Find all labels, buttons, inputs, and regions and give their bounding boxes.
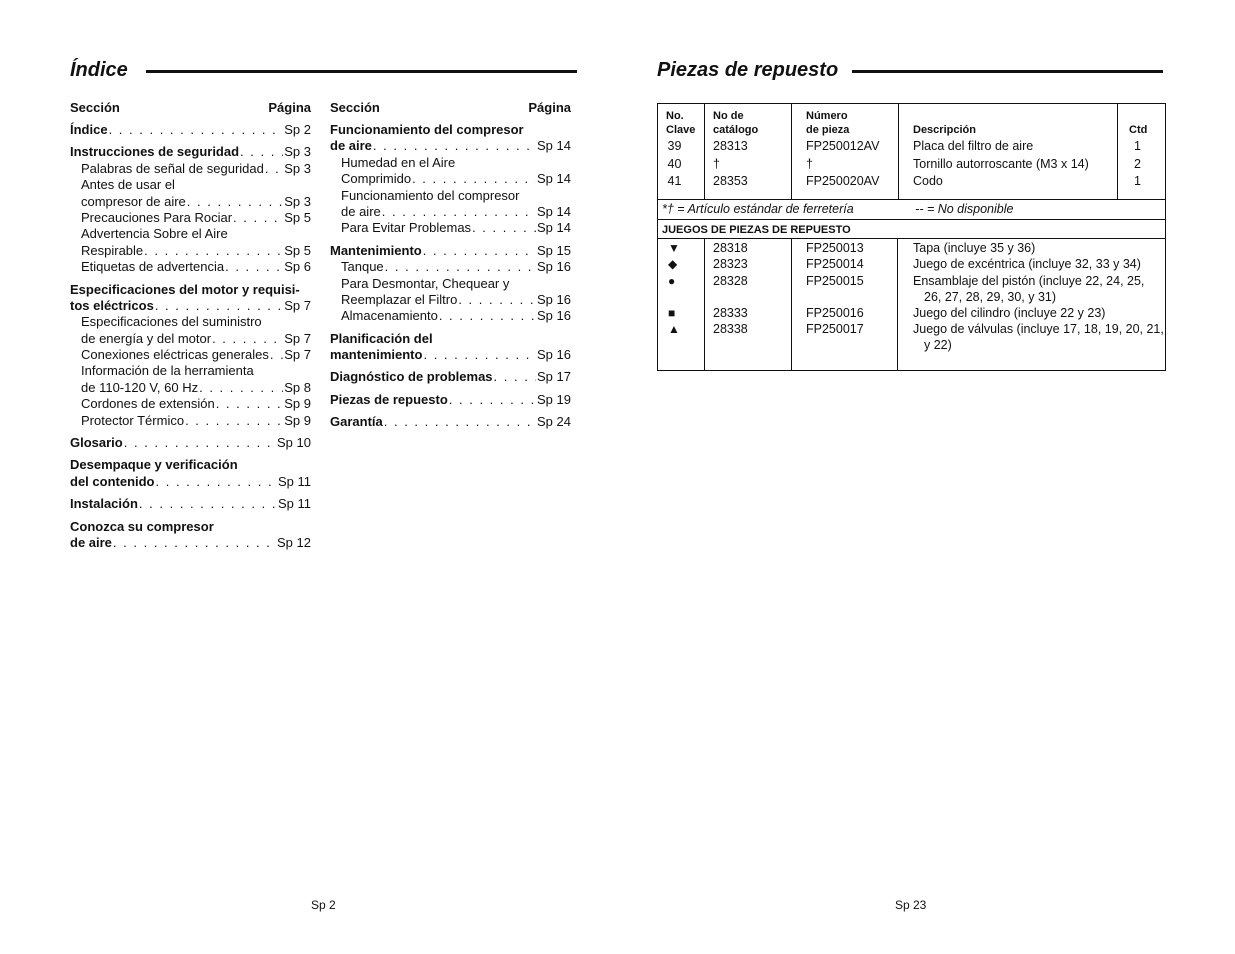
index-line-text: Conexiones eléctricas generales bbox=[81, 347, 269, 363]
index-line bbox=[330, 204, 571, 220]
dot-leader bbox=[144, 243, 283, 259]
dot-leader bbox=[458, 292, 536, 308]
kit-description: Juego de válvulas (incluye 17, 18, 19, 20, 21, bbox=[913, 322, 1164, 336]
index-line bbox=[330, 292, 571, 308]
kit-description-cont: y 22) bbox=[924, 338, 952, 352]
dot-leader bbox=[156, 474, 277, 490]
index-line bbox=[70, 331, 311, 347]
index-line-text: de aire bbox=[330, 138, 372, 154]
index-page-ref: Sp 6 bbox=[284, 259, 311, 275]
dot-leader bbox=[385, 259, 536, 275]
index-page-ref: Sp 3 bbox=[284, 160, 311, 176]
header-part-number: Número de pieza bbox=[806, 110, 850, 136]
kit-part: FP250014 bbox=[806, 257, 864, 271]
index-page-ref: Sp 14 bbox=[537, 220, 571, 236]
index-line-text: compresor de aire bbox=[81, 193, 186, 209]
section-header: Sección bbox=[70, 100, 120, 115]
dot-leader bbox=[265, 161, 283, 177]
index-page-ref: Sp 17 bbox=[537, 369, 571, 385]
kit-catalog: 28323 bbox=[713, 257, 748, 271]
index-title: Índice bbox=[70, 59, 128, 81]
index-line bbox=[330, 259, 571, 275]
kit-catalog: 28338 bbox=[713, 322, 748, 336]
kit-description: Ensamblaje del pistón (incluye 22, 24, 25, bbox=[913, 274, 1145, 288]
dot-leader bbox=[187, 194, 283, 210]
index-column-1 bbox=[70, 100, 311, 551]
index-page-ref: Sp 16 bbox=[537, 291, 571, 307]
index-title-rule bbox=[146, 70, 577, 73]
index-entry bbox=[70, 435, 311, 451]
index-line bbox=[70, 380, 311, 396]
index-line-text: Antes de usar el bbox=[81, 177, 175, 193]
index-line-text: Humedad en el Aire bbox=[341, 154, 456, 170]
index-line-text: Tanque bbox=[341, 259, 384, 275]
index-page-ref: Sp 9 bbox=[284, 396, 311, 412]
index-line bbox=[330, 414, 571, 430]
kit-symbol-icon: ● bbox=[668, 274, 676, 288]
index-line-text: Respirable bbox=[81, 242, 144, 258]
index-page-ref: Sp 14 bbox=[537, 171, 571, 187]
index-line-text: de energía y del motor bbox=[81, 330, 212, 346]
index-page-ref: Sp 5 bbox=[284, 242, 311, 258]
part-qty: 2 bbox=[1134, 157, 1141, 171]
index-line-text: Desempaque y verificación bbox=[70, 457, 238, 473]
kit-part: FP250017 bbox=[806, 322, 864, 336]
dot-leader bbox=[109, 122, 284, 138]
kit-catalog: 28318 bbox=[713, 241, 748, 255]
kit-catalog: 28328 bbox=[713, 274, 748, 288]
kit-symbol-icon: ▼ bbox=[668, 241, 680, 255]
index-page-ref: Sp 10 bbox=[277, 435, 311, 451]
kit-description-cont: 26, 27, 28, 29, 30, y 31) bbox=[924, 290, 1057, 304]
part-part: † bbox=[806, 157, 813, 171]
index-line bbox=[70, 496, 311, 512]
index-line-text: del contenido bbox=[70, 473, 155, 489]
index-line-text: Para Evitar Problemas bbox=[341, 220, 472, 236]
index-line bbox=[330, 347, 571, 363]
right-page-number: Sp 23 bbox=[895, 898, 927, 912]
index-line-text: Palabras de señal de seguridad bbox=[81, 160, 264, 176]
part-catalog: 28313 bbox=[713, 139, 748, 153]
part-desc: Codo bbox=[913, 174, 943, 188]
index-line-text: tos eléctricos bbox=[70, 297, 154, 313]
index-page-ref: Sp 11 bbox=[277, 496, 311, 512]
header-key: No. Clave bbox=[666, 110, 696, 136]
index-line bbox=[70, 435, 311, 451]
index-line-text: mantenimiento bbox=[330, 347, 423, 363]
index-entry bbox=[70, 122, 311, 138]
index-line bbox=[330, 220, 571, 236]
dot-leader bbox=[472, 220, 536, 236]
index-page-ref: Sp 9 bbox=[284, 412, 311, 428]
index-entry bbox=[330, 369, 571, 385]
index-line-text: de 110-120 V, 60 Hz bbox=[81, 379, 199, 395]
part-desc: Tornillo autorroscante (M3 x 14) bbox=[913, 157, 1089, 171]
dot-leader bbox=[373, 138, 536, 154]
dot-leader bbox=[216, 396, 284, 412]
index-line-text: Instalación bbox=[70, 496, 138, 512]
index-line-text: Piezas de repuesto bbox=[330, 391, 448, 407]
index-line-text: Cordones de extensión bbox=[81, 396, 215, 412]
index-line bbox=[70, 413, 311, 429]
dot-leader bbox=[124, 435, 276, 451]
dot-leader bbox=[423, 243, 536, 259]
part-key: 40 bbox=[667, 157, 682, 171]
index-line bbox=[70, 396, 311, 412]
index-line bbox=[70, 474, 311, 490]
index-column-2 bbox=[330, 100, 571, 431]
spare-parts-title: Piezas de repuesto bbox=[657, 59, 839, 81]
index-entry bbox=[70, 519, 311, 552]
kit-description: Juego de excéntrica (incluye 32, 33 y 34) bbox=[913, 257, 1141, 271]
index-line-text: Reemplazar el Filtro bbox=[341, 291, 458, 307]
index-header bbox=[330, 100, 571, 116]
part-key: 41 bbox=[667, 174, 682, 188]
dot-leader bbox=[225, 259, 283, 275]
part-catalog: † bbox=[713, 157, 720, 171]
index-line bbox=[330, 138, 571, 154]
index-line-text: Glosario bbox=[70, 435, 123, 451]
index-line bbox=[70, 161, 311, 177]
index-page-ref: Sp 16 bbox=[537, 308, 571, 324]
index-page-ref: Sp 2 bbox=[284, 122, 311, 137]
index-entry bbox=[330, 243, 571, 325]
index-line-text: Protector Térmico bbox=[81, 412, 185, 428]
index-page-ref: Sp 15 bbox=[537, 242, 571, 258]
index-line-text: Para Desmontar, Chequear y bbox=[341, 275, 510, 291]
index-line-text: Mantenimiento bbox=[330, 242, 422, 258]
index-entry bbox=[70, 144, 311, 275]
index-line bbox=[70, 122, 311, 138]
index-line bbox=[70, 144, 311, 160]
index-line-text: Especificaciones del suministro bbox=[81, 314, 262, 330]
header-description: Descripción bbox=[913, 124, 976, 136]
index-line-text: de aire bbox=[341, 203, 381, 219]
index-line-text: Advertencia Sobre el Aire bbox=[81, 226, 228, 242]
index-line-text: Funcionamiento del compresor bbox=[341, 187, 520, 203]
dot-leader bbox=[185, 413, 283, 429]
index-line bbox=[70, 347, 311, 363]
page-header: Página bbox=[528, 100, 571, 115]
kit-part: FP250016 bbox=[806, 306, 864, 320]
index-line-text: Instrucciones de seguridad bbox=[70, 144, 240, 160]
part-catalog: 28353 bbox=[713, 174, 748, 188]
index-page-ref: Sp 16 bbox=[537, 347, 571, 363]
dot-leader bbox=[240, 144, 283, 160]
page-header: Página bbox=[268, 100, 311, 115]
part-part: FP250020AV bbox=[806, 174, 880, 188]
index-page-ref: Sp 5 bbox=[284, 209, 311, 225]
index-line-text: Índice bbox=[70, 122, 108, 137]
index-page-ref: Sp 16 bbox=[537, 259, 571, 275]
dot-leader bbox=[155, 298, 283, 314]
dot-leader bbox=[384, 414, 536, 430]
dot-leader bbox=[412, 171, 536, 187]
index-line-text: Especificaciones del motor y requisi- bbox=[70, 281, 300, 297]
dot-leader bbox=[199, 380, 283, 396]
index-page-ref: Sp 11 bbox=[277, 473, 311, 489]
index-page-ref: Sp 3 bbox=[284, 193, 311, 209]
part-qty: 1 bbox=[1134, 139, 1141, 153]
dot-leader bbox=[382, 204, 536, 220]
spare-parts-title-rule bbox=[852, 70, 1163, 73]
index-line-text: Etiquetas de advertencia bbox=[81, 259, 225, 275]
index-page-ref: Sp 14 bbox=[537, 138, 571, 154]
left-page-number: Sp 2 bbox=[311, 898, 336, 912]
index-entry bbox=[330, 331, 571, 364]
index-line bbox=[70, 194, 311, 210]
index-line bbox=[70, 259, 311, 275]
index-header bbox=[70, 100, 311, 116]
index-line bbox=[70, 298, 311, 314]
kit-catalog: 28333 bbox=[713, 306, 748, 320]
index-line bbox=[330, 392, 571, 408]
index-line bbox=[330, 171, 571, 187]
kits-title: JUEGOS DE PIEZAS DE REPUESTO bbox=[662, 224, 851, 236]
part-key: 39 bbox=[667, 139, 682, 153]
kit-description: Tapa (incluye 35 y 36) bbox=[913, 241, 1036, 255]
index-line-text: Diagnóstico de problemas bbox=[330, 369, 493, 385]
index-page-ref: Sp 8 bbox=[284, 379, 311, 395]
index-line-text: Información de la herramienta bbox=[81, 363, 254, 379]
index-page-ref: Sp 7 bbox=[284, 330, 311, 346]
dot-leader bbox=[423, 347, 536, 363]
index-entry bbox=[330, 414, 571, 430]
kit-symbol-icon: ▲ bbox=[668, 322, 680, 336]
index-line-text: de aire bbox=[70, 534, 112, 550]
index-line-text: Almacenamiento bbox=[341, 308, 438, 324]
kit-symbol-icon: ◆ bbox=[668, 257, 678, 271]
index-entry bbox=[330, 122, 571, 237]
part-desc: Placa del filtro de aire bbox=[913, 139, 1034, 153]
index-line bbox=[330, 308, 571, 324]
index-line-text: Comprimido bbox=[341, 171, 412, 187]
parts-table bbox=[657, 103, 1166, 371]
table-note: *† = Artículo estándar de ferretería -- = No disponible bbox=[662, 202, 1014, 216]
index-page-ref: Sp 24 bbox=[537, 414, 571, 430]
dot-leader bbox=[270, 347, 283, 363]
index-entry bbox=[70, 496, 311, 512]
index-entry bbox=[330, 392, 571, 408]
index-entries bbox=[70, 122, 311, 551]
index-line bbox=[330, 369, 571, 385]
index-page-ref: Sp 3 bbox=[284, 144, 311, 160]
index-line-text: Planificación del bbox=[330, 330, 433, 346]
dot-leader bbox=[449, 392, 536, 408]
index-line-text: Precauciones Para Rociar bbox=[81, 209, 233, 225]
dot-leader bbox=[439, 308, 536, 324]
kit-part: FP250013 bbox=[806, 241, 864, 255]
dot-leader bbox=[233, 210, 283, 226]
dot-leader bbox=[139, 496, 277, 512]
index-entry bbox=[70, 282, 311, 430]
kit-part: FP250015 bbox=[806, 274, 864, 288]
index-page-ref: Sp 14 bbox=[537, 203, 571, 219]
index-line bbox=[330, 243, 571, 259]
kit-description: Juego del cilindro (incluye 22 y 23) bbox=[913, 306, 1106, 320]
index-page-ref: Sp 7 bbox=[284, 347, 311, 363]
index-line-text: Conozca su compresor bbox=[70, 518, 214, 534]
part-qty: 1 bbox=[1134, 174, 1141, 188]
dot-leader bbox=[494, 369, 536, 385]
dot-leader bbox=[212, 331, 283, 347]
kit-symbol-icon: ■ bbox=[668, 306, 676, 320]
dot-leader bbox=[113, 535, 276, 551]
index-line bbox=[70, 243, 311, 259]
index-page-ref: Sp 7 bbox=[284, 297, 311, 313]
index-page-ref: Sp 19 bbox=[537, 391, 571, 407]
header-catalog: No de catálogo bbox=[713, 110, 759, 136]
index-line-text: Garantía bbox=[330, 414, 383, 430]
index-entries bbox=[330, 122, 571, 431]
index-line bbox=[70, 535, 311, 551]
index-page-ref: Sp 12 bbox=[277, 534, 311, 550]
header-quantity: Ctd bbox=[1129, 124, 1148, 136]
index-line-text: Funcionamiento del compresor bbox=[330, 122, 524, 137]
index-entry bbox=[70, 457, 311, 490]
section-header: Sección bbox=[330, 100, 380, 115]
index-line bbox=[70, 210, 311, 226]
part-part: FP250012AV bbox=[806, 139, 880, 153]
